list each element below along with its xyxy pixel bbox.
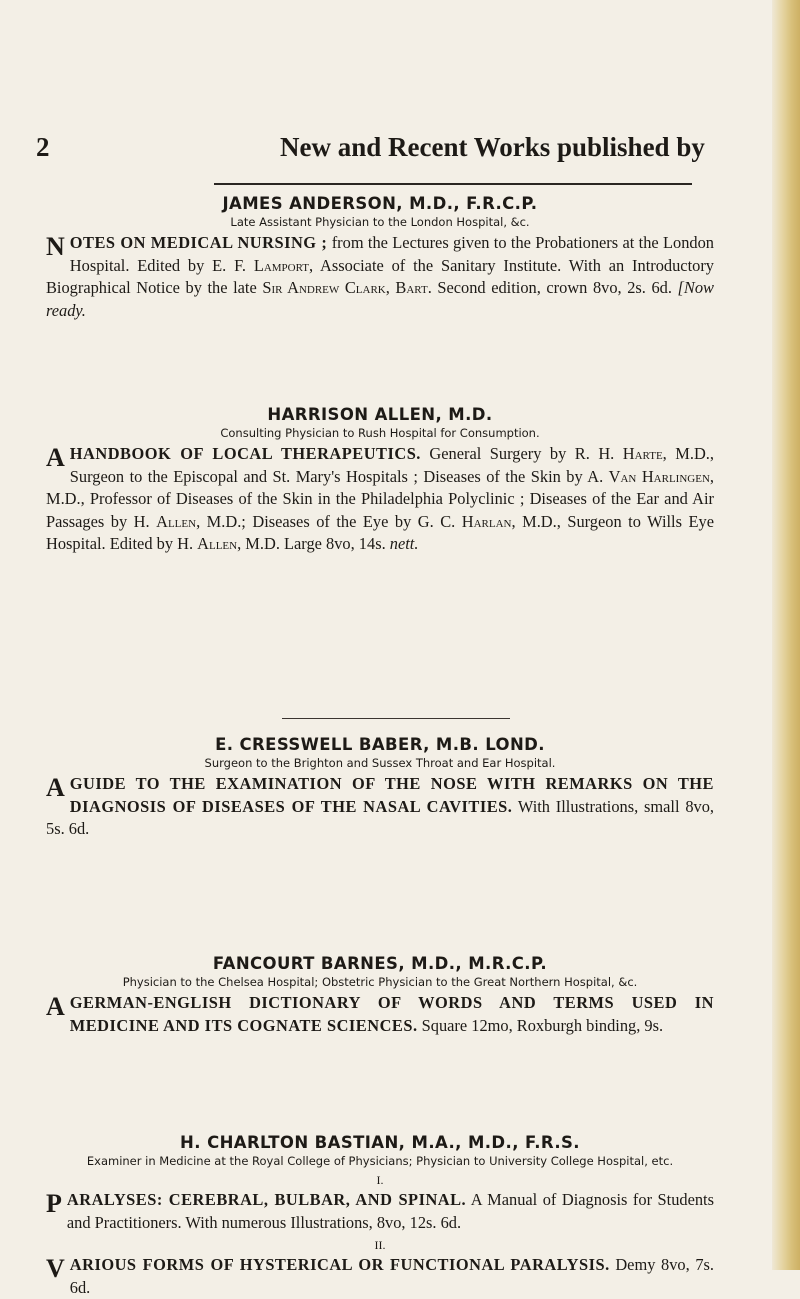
header-rule	[214, 183, 692, 185]
entry-divider	[282, 718, 510, 719]
entry-baber	[46, 735, 714, 841]
work-title: HANDBOOK OF LOCAL THERAPEUTICS.	[69, 444, 421, 463]
entry-bastian	[46, 1133, 714, 1299]
author-name: E. CRESSWELL BABER, M.B. LOND.	[215, 735, 545, 754]
work-title: ARIOUS FORMS OF HYSTERICAL OR FUNCTIONAL PARALYSIS.	[69, 1255, 610, 1274]
drop-initial: N	[46, 232, 65, 261]
work-description: PARALYSES: CEREBRAL, BULBAR, AND SPINAL. A Manual of Diagnosis for Students and Practitioners. With numerous Illustrations, 8vo, 12s. 6d.	[46, 1189, 714, 1232]
page-edge	[772, 0, 800, 1270]
drop-initial: A	[46, 773, 65, 802]
work-description: AGERMAN-ENGLISH DICTIONARY OF WORDS AND TERMS USED IN MEDICINE AND ITS COGNATE SCIENCES. Square 12mo, Roxburgh binding, 9s.	[46, 992, 714, 1035]
work-title: GERMAN-ENGLISH DICTIONARY OF WORDS AND TERMS USED IN MEDICINE AND ITS COGNATE SCIENCES.	[69, 993, 714, 1035]
author-name: JAMES ANDERSON, M.D., F.R.C.P.	[222, 194, 538, 213]
drop-initial: P	[46, 1189, 62, 1218]
author-affiliation: Late Assistant Physician to the London Hospital, &c.	[230, 215, 530, 229]
drop-initial: A	[46, 443, 65, 472]
work-description: AGUIDE TO THE EXAMINATION OF THE NOSE WITH REMARKS ON THE DIAGNOSIS OF DISEASES OF THE NASAL CAVITIES. With Illustrations, small 8vo, 5s. 6d.	[46, 773, 715, 838]
work-title: ARALYSES: CEREBRAL, BULBAR, AND SPINAL.	[66, 1190, 467, 1209]
work-title: GUIDE TO THE EXAMINATION OF THE NOSE WITH REMARKS ON THE DIAGNOSIS OF DISEASES OF THE NASAL CAVITIES.	[69, 774, 714, 816]
author-affiliation: Consulting Physician to Rush Hospital for Consumption.	[220, 426, 540, 440]
author-affiliation: Surgeon to the Brighton and Sussex Throat and Ear Hospital.	[204, 756, 556, 770]
page-header	[30, 132, 730, 176]
entry-barnes	[46, 954, 714, 1037]
work-description: NOTES ON MEDICAL NURSING ; from the Lectures given to the Probationers at the London Hospital. Edited by E. F. Lamport, Associate of the Sanitary Institute. With an Introductory Biographical Notice by the late Sir Andrew Clark, Bart. Second edition, crown 8vo, 2s. 6d. [Now ready.	[46, 232, 715, 320]
entry-anderson	[46, 194, 714, 322]
author-affiliation: Examiner in Medicine at the Royal College of Physicians; Physician to University College Hospital, etc.	[86, 1154, 674, 1168]
work-description: AHANDBOOK OF LOCAL THERAPEUTICS. General Surgery by R. H. Harte, M.D., Surgeon to the Episcopal and St. Mary's Hospitals ; Diseases of the Skin by A. Van Harlingen, M.D., Professor of Diseases of the Skin in the Philadelphia Polyclinic ; Diseases of the Ear and Air Passages by H. Allen, M.D.; Diseases of the Eye by G. C. Harlan, M.D., Surgeon to Wills Eye Hospital. Edited by H. Allen, M.D. Large 8vo, 14s. nett.	[46, 443, 714, 553]
work-numeral: I.	[376, 1173, 384, 1187]
work-description: VARIOUS FORMS OF HYSTERICAL OR FUNCTIONAL PARALYSIS. Demy 8vo, 7s. 6d.	[46, 1254, 714, 1297]
availability-note: [Now ready.	[46, 278, 714, 320]
drop-initial: A	[46, 992, 65, 1021]
entry-allen	[46, 405, 714, 556]
work-numeral: II.	[374, 1238, 386, 1252]
author-name: FANCOURT BARNES, M.D., M.R.C.P.	[212, 954, 548, 973]
author-name: HARRISON ALLEN, M.D.	[267, 405, 493, 424]
running-title: New and Recent Works published by	[280, 132, 705, 162]
drop-initial: V	[46, 1254, 65, 1283]
work-title: OTES ON MEDICAL NURSING ;	[69, 233, 328, 252]
author-name: H. CHARLTON BASTIAN, M.A., M.D., F.R.S.	[180, 1133, 580, 1152]
page-number: 2	[36, 132, 50, 162]
author-affiliation: Physician to the Chelsea Hospital; Obstetric Physician to the Great Northern Hospital, &c.	[122, 975, 638, 989]
